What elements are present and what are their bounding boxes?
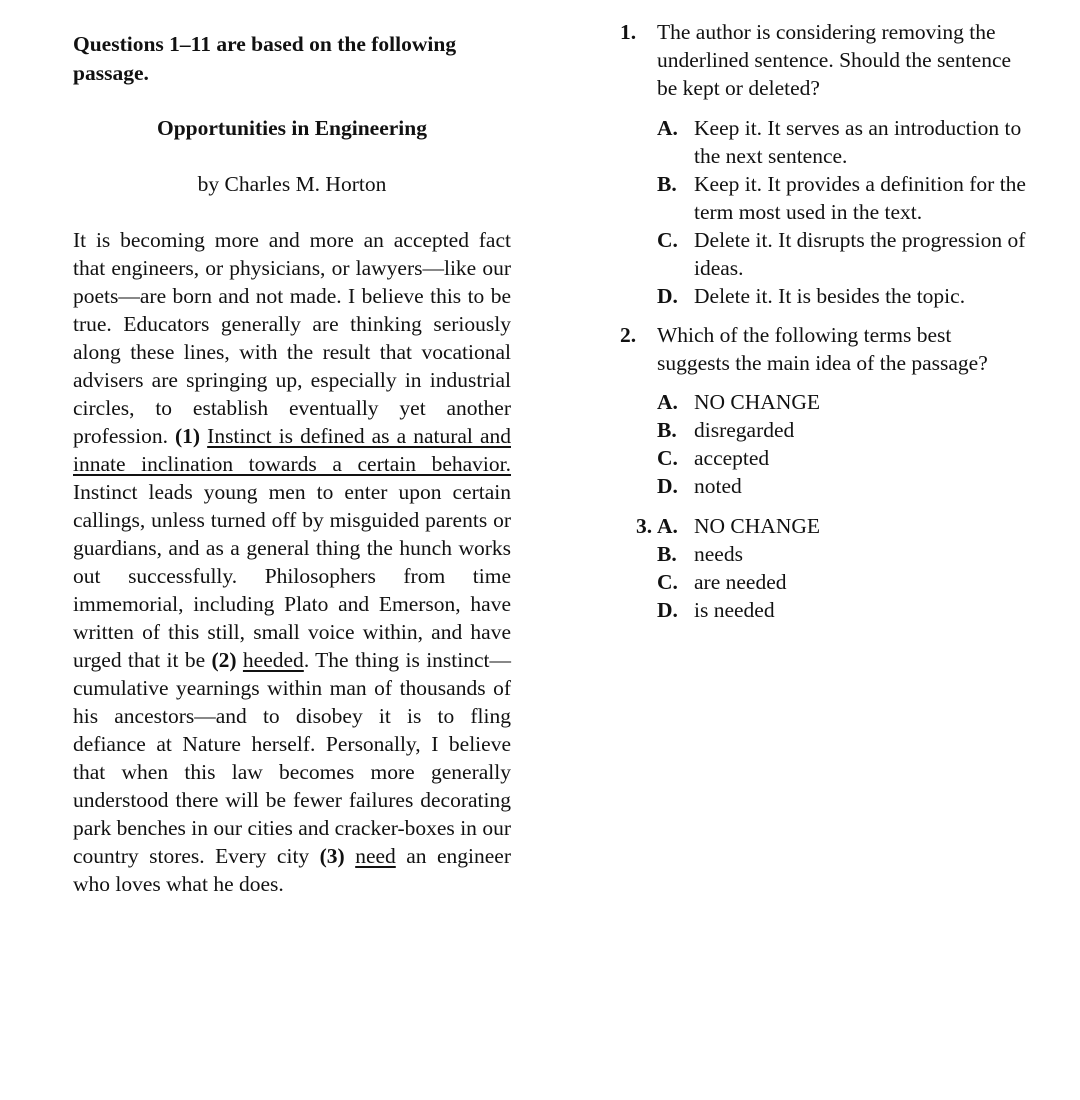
question-1 bbox=[620, 18, 1040, 102]
passage-text: an engineer who loves what he does. bbox=[73, 844, 512, 896]
passage-text: Instinct leads young men to enter upon certain callings, unless turned off by misguided parents or guardians, and as a general thing the hunch works out successfully. Philosophers from time immemorial, including Plato and Emerson, have written of this still, small voice within, and have urged that it be bbox=[73, 480, 511, 672]
answer-option[interactable] bbox=[620, 596, 1040, 624]
question-2-options bbox=[620, 388, 1040, 500]
question-text: Which of the following terms best suggests the main idea of the passage? bbox=[657, 323, 988, 375]
passage-intro: Questions 1–11 are based on the following passage. bbox=[73, 32, 457, 85]
answer-option[interactable] bbox=[620, 540, 1040, 568]
option-letter: B. bbox=[657, 418, 677, 442]
option-letter: B. bbox=[657, 542, 677, 566]
option-text: Delete it. It disrupts the progression of ideas. bbox=[694, 228, 1026, 280]
option-letter: D. bbox=[657, 474, 678, 498]
answer-option[interactable] bbox=[620, 472, 1040, 500]
passage-column bbox=[73, 30, 511, 898]
option-text: NO CHANGE bbox=[694, 390, 821, 414]
option-text: needs bbox=[694, 542, 743, 566]
passage-text: It is becoming more and more an accepted fact that engineers, or physicians, or lawyers—like our poets—are born and not made. I believe this to be true. Educators generally are thinking seriously along these lines, with the result that vocational advisers are springing up, especially in industrial circles, to establish eventually yet another profession. bbox=[73, 228, 511, 448]
answer-option[interactable] bbox=[620, 170, 1040, 226]
option-letter: C. bbox=[657, 446, 678, 470]
option-letter: A. bbox=[657, 390, 678, 414]
answer-option[interactable] bbox=[620, 226, 1040, 282]
question-2 bbox=[620, 321, 1040, 377]
option-text: NO CHANGE bbox=[694, 514, 821, 538]
question-number: 3. bbox=[636, 514, 653, 538]
option-text: are needed bbox=[694, 570, 787, 594]
passage-text: . The thing is instinct—cumulative yearnings within man of thousands of his ancestors—and to disobey it is to fling defiance at Nature herself. Personally, I believe that when this law becomes more generally understood there will be fewer failures decorating park benches in our cities and cracker-boxes in our country stores. Every city bbox=[73, 648, 511, 868]
underlined-word-2: heeded bbox=[242, 648, 304, 672]
question-marker-3: (3) bbox=[319, 844, 345, 868]
answer-option[interactable] bbox=[620, 512, 1040, 540]
underlined-sentence-1: Instinct is defined as a natural and innate inclination towards a certain behavior. bbox=[73, 424, 511, 476]
answer-option[interactable] bbox=[620, 444, 1040, 472]
answer-option[interactable] bbox=[620, 282, 1040, 310]
passage-body bbox=[73, 226, 511, 898]
option-text: Keep it. It serves as an introduction to the next sentence. bbox=[694, 116, 1022, 168]
option-letter: D. bbox=[657, 284, 678, 308]
question-number: 1. bbox=[620, 20, 637, 44]
question-3-options bbox=[620, 512, 1040, 624]
option-text: Delete it. It is besides the topic. bbox=[694, 284, 966, 308]
answer-option[interactable] bbox=[620, 568, 1040, 596]
option-text: disregarded bbox=[694, 418, 795, 442]
answer-option[interactable] bbox=[620, 416, 1040, 444]
answer-option[interactable] bbox=[620, 388, 1040, 416]
passage-byline: by Charles M. Horton bbox=[197, 172, 387, 196]
question-marker-1: (1) bbox=[175, 424, 201, 448]
option-text: noted bbox=[694, 474, 742, 498]
underlined-word-3: need bbox=[355, 844, 396, 868]
questions-column bbox=[620, 18, 1040, 624]
question-1-options bbox=[620, 114, 1040, 310]
answer-option[interactable] bbox=[620, 114, 1040, 170]
option-letter: A. bbox=[657, 514, 678, 538]
option-letter: A. bbox=[657, 116, 678, 140]
question-number: 2. bbox=[620, 323, 637, 347]
option-text: is needed bbox=[694, 598, 775, 622]
option-letter: C. bbox=[657, 570, 678, 594]
question-marker-2: (2) bbox=[211, 648, 237, 672]
option-letter: B. bbox=[657, 172, 677, 196]
question-text: The author is considering removing the underlined sentence. Should the sentence be kept or deleted? bbox=[657, 20, 1012, 100]
passage-title: Opportunities in Engineering bbox=[157, 116, 427, 140]
option-text: Keep it. It provides a definition for the term most used in the text. bbox=[694, 172, 1026, 224]
option-letter: C. bbox=[657, 228, 678, 252]
option-letter: D. bbox=[657, 598, 678, 622]
option-text: accepted bbox=[694, 446, 770, 470]
